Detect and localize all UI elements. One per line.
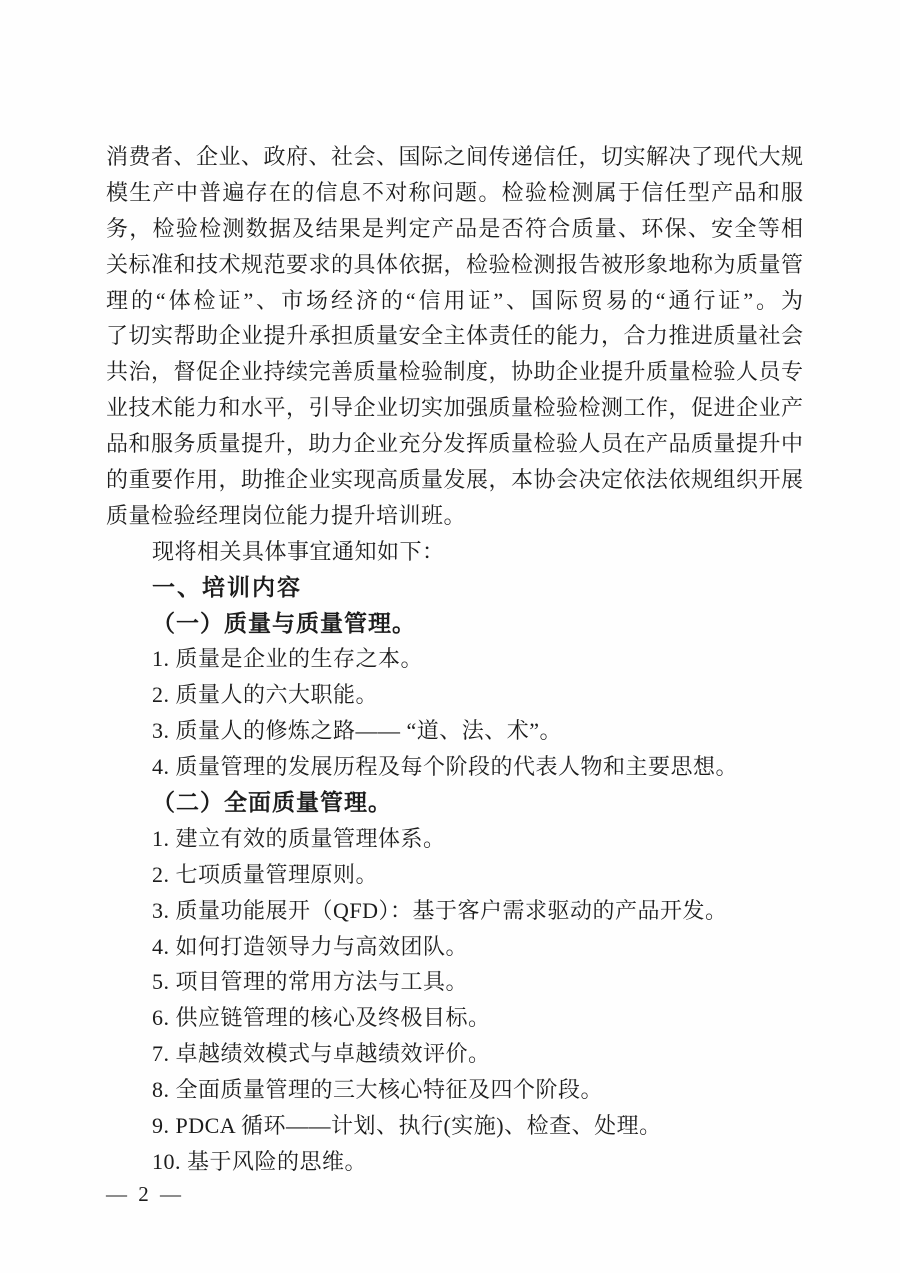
list-item: 8. 全面质量管理的三大核心特征及四个阶段。 (152, 1077, 604, 1103)
list-item: 3. 质量人的修炼之路—— “道、法、术”。 (152, 718, 563, 744)
list-item: 2. 七项质量管理原则。 (152, 861, 379, 887)
list-item: 5. 项目管理的常用方法与工具。 (152, 969, 469, 995)
list-item: 1. 建立有效的质量管理体系。 (152, 825, 446, 851)
paragraph-line: 务，检验检测数据及结果是判定产品是否符合质量、环保、安全等相 (106, 215, 803, 241)
list-item: 1. 质量是企业的生存之本。 (152, 646, 424, 672)
paragraph-line: 质量检验经理岗位能力提升培训班。 (106, 502, 467, 528)
paragraph-line: 关标准和技术规范要求的具体依据，检验检测报告被形象地称为质量管 (106, 251, 803, 277)
list-item: 2. 质量人的六大职能。 (152, 682, 379, 708)
subsection-heading-2: （二）全面质量管理。 (152, 790, 392, 816)
paragraph-line: 品和服务质量提升，助力企业充分发挥质量检验人员在产品质量提升中 (106, 431, 803, 457)
paragraph-line: 消费者、企业、政府、社会、国际之间传递信任，切实解决了现代大规 (106, 144, 803, 169)
list-item: 10. 基于风险的思维。 (152, 1148, 368, 1174)
subsection-heading-1: （一）质量与质量管理。 (152, 610, 416, 636)
page-number: — 2 — (106, 1182, 184, 1206)
document-body (106, 139, 803, 1180)
list-item: 4. 质量管理的发展历程及每个阶段的代表人物和主要思想。 (152, 754, 739, 780)
paragraph-line: 理的“体检证”、市场经济的“信用证”、国际贸易的“通行证”。为 (106, 287, 803, 313)
list-item: 3. 质量功能展开（QFD）：基于客户需求驱动的产品开发。 (152, 897, 728, 923)
list-item: 4. 如何打造领导力与高效团队。 (152, 933, 469, 959)
paragraph-line: 了切实帮助企业提升承担质量安全主体责任的能力，合力推进质量社会 (106, 323, 803, 349)
section-heading-1: 一、培训内容 (152, 573, 302, 600)
list-item: 7. 卓越绩效模式与卓越绩效评价。 (152, 1041, 491, 1067)
intro-line: 现将相关具体事宜通知如下： (152, 538, 445, 564)
paragraph-line: 业技术能力和水平，引导企业切实加强质量检验检测工作，促进企业产 (106, 395, 803, 421)
paragraph-line: 的重要作用，助推企业实现高质量发展，本协会决定依法依规组织开展 (106, 467, 803, 493)
list-item: 9. PDCA 循环——计划、执行(实施)、检查、处理。 (152, 1113, 662, 1139)
paragraph-line: 共治，督促企业持续完善质量检验制度，协助企业提升质量检验人员专 (106, 359, 803, 385)
paragraph-line: 模生产中普遍存在的信息不对称问题。检验检测属于信任型产品和服 (106, 179, 803, 205)
list-item: 6. 供应链管理的核心及终极目标。 (152, 1005, 491, 1031)
